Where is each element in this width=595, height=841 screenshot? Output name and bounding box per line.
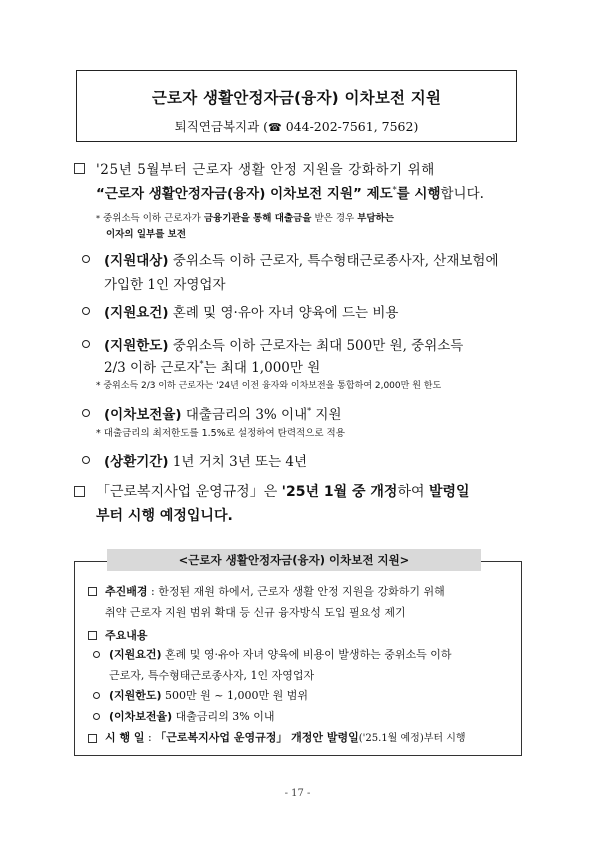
bullet-circle-icon: [82, 340, 90, 348]
item-limit: (지원한도) 중위소득 이하 근로자는 최대 500만 원, 중위소득: [104, 338, 464, 354]
checkbox-square-icon: [74, 163, 85, 174]
item-requirements: (지원요건) 혼례 및 영·유아 자녀 양육에 드는 비용: [104, 305, 399, 321]
telephone-icon: ☎: [268, 121, 282, 134]
checkbox-square-icon: [88, 631, 97, 640]
department-contact: 퇴직연금복지과 (☎ 044-202-7561, 7562): [174, 119, 419, 134]
section2-line1: 「근로복지사업 운영규정」은 '25년 1월 중 개정하여 발령일: [96, 484, 470, 500]
section1-note: * 중위소득 이하 근로자가 금융기관을 통해 대출금을 받은 경우 부담하는: [96, 213, 394, 224]
bullet-circle-icon: [93, 713, 100, 720]
item-eligibility: (지원대상) 중위소득 이하 근로자, 특수형태근로종사자, 산재보험에: [104, 253, 499, 269]
item-repayment: (상환기간) 1년 거치 3년 또는 4년: [104, 454, 308, 470]
page-title: 근로자 생활안정자금(융자) 이차보전 지원: [151, 89, 442, 107]
bullet-circle-icon: [93, 692, 100, 699]
checkbox-square-icon: [74, 486, 85, 497]
section1-line1: '25년 5월부터 근로자 생활 안정 지원을 강화하기 위해: [96, 162, 435, 178]
summary-item-requirements: (지원요건) 혼례 및 영·유아 자녀 양육에 비용이 발생하는 중위소득 이하: [109, 648, 452, 661]
summary-item-rate: (이차보전율) 대출금리의 3% 이내: [109, 710, 275, 723]
summary-item-requirements-cont: 근로자, 특수형태근로종사자, 1인 자영업자: [109, 669, 315, 682]
item-limit-note: * 중위소득 2/3 이하 근로자는 '24년 이전 융자와 이차보전을 통합하여 2,000만 원 한도: [96, 381, 442, 391]
section1-note-line2: 이자의 일부를 보전: [106, 229, 187, 240]
section1-line2: “근로자 생활안정자금(융자) 이차보전 지원” 제도*를 시행합니다.: [96, 185, 484, 202]
page-number: - 17 -: [284, 788, 311, 799]
summary-background-cont: 취약 근로자 지원 범위 확대 등 신규 융자방식 도입 필요성 제기: [105, 606, 406, 619]
summary-background: 추진배경 : 한정된 재원 하에서, 근로자 생활 안정 지원을 강화하기 위해: [105, 585, 445, 598]
bullet-circle-icon: [82, 456, 90, 464]
checkbox-square-icon: [88, 734, 97, 743]
summary-effective-date: 시 행 일 : 「근로복지사업 운영규정」 개정안 발령일('25.1월 예정)부터 시행: [105, 731, 466, 744]
bullet-circle-icon: [82, 255, 90, 263]
bullet-circle-icon: [82, 307, 90, 315]
title-box: [76, 70, 517, 142]
summary-item-limit: (지원한도) 500만 원 ~ 1,000만 원 범위: [109, 689, 309, 702]
summary-heading: <근로자 생활안정자금(융자) 이차보전 지원>: [107, 549, 481, 571]
item-limit-cont: 2/3 이하 근로자*는 최대 1,000만 원: [104, 359, 321, 376]
item-rate-note: * 대출금리의 최저한도를 1.5%로 설정하여 탄력적으로 적용: [96, 428, 345, 439]
item-eligibility-cont: 가입한 1인 자영업자: [104, 277, 226, 293]
section2-line2: 부터 시행 예정입니다.: [96, 508, 233, 524]
item-rate: (이차보전율) 대출금리의 3% 이내* 지원: [104, 406, 342, 423]
bullet-circle-icon: [93, 651, 100, 658]
bullet-circle-icon: [82, 409, 90, 417]
summary-main-label: 주요내용: [105, 629, 148, 642]
checkbox-square-icon: [88, 587, 97, 596]
